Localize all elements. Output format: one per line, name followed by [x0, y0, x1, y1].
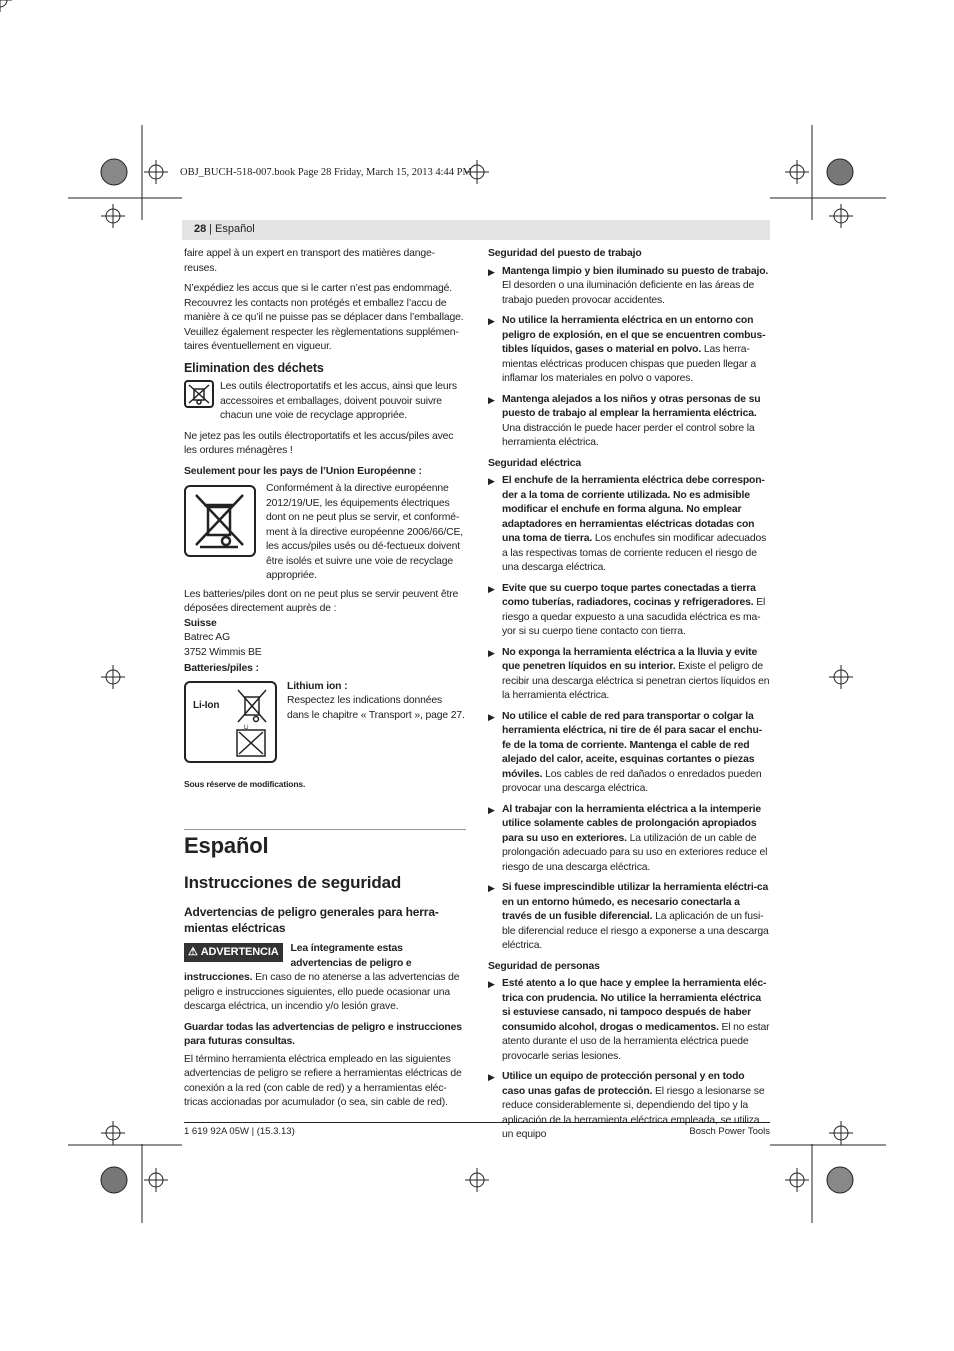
left-column	[184, 247, 466, 1117]
warning-text: En caso de no atenerse a las advertencias de peligro e instrucciones siguientes, ello puede ocasionar una descarga eléctrica, un incendio y/o lesión grave.	[184, 972, 460, 1012]
bullet-text: Existe el peligro de recibir una descarga eléctrica si penetran ciertos líquidos en la herramienta eléctrica.	[502, 661, 770, 701]
bullet-bold-text: No utilice la herramienta eléctrica en un entorno con peligro de explosión, en el que se encuentren combus-tibles líquidos, gases o material en polvo.	[502, 315, 766, 355]
paragraph: El término herramienta eléctrica empleado en las siguientes advertencias de peligro se refiere a herramientas eléctricas de conexión a la red (con cable de red) y a herramientas eléc-tricas accionadas por acumulador (o sea, sin cable de red).	[184, 1053, 462, 1108]
right-column	[488, 247, 770, 1149]
bullet-arrow-icon: ▶	[488, 1072, 495, 1082]
paragraph: Conformément à la directive européenne 2012/19/UE, les équipements électriques dont on ne peut plus se servir, et conformé-ment à la directive européenne 2006/66/CE, les accus/piles usés ou dé-fectueux doivent être isolés et suivre une voie de recyclage appropriée.	[266, 483, 464, 581]
reserve-note: Sous réserve de modifications.	[184, 778, 306, 789]
instructions-title: Instrucciones de seguridad	[184, 873, 402, 892]
batteries-heading: Batteries/piles :	[184, 663, 259, 674]
bullet-text: El riesgo a lesionarse se reduce considerablemente si, dependiendo del tipo y la aplicación de la herramienta eléctrica empleada, se utiliza un equipo	[502, 1085, 765, 1140]
bullet-text: El riesgo a quedar expuesto a una sacudida eléctrica es ma-yor si su cuerpo tiene contacto con tierra.	[502, 597, 766, 637]
bullet-item	[488, 393, 770, 451]
language-title: Español	[184, 833, 269, 858]
bullet-text: El desorden o una iluminación deficiente en las áreas de trabajo pueden provocar accidentes.	[502, 280, 755, 306]
header-separator: |	[209, 223, 212, 235]
warning-badge-label: ADVERTENCIA	[200, 946, 279, 958]
bullet-text: Los enchufes sin modificar adecuados a las respectivas tomas de corriente reducen el riesgo de una descarga eléctrica.	[502, 533, 767, 573]
bullet-bold-text: Esté atento a lo que hace y emplee la herramienta eléc-trica con prudencia. No utilice la herramienta eléctrica si estuviese cansado, ni tampoco después de haber consumido alcohol, drogas o medicamentos.	[502, 978, 767, 1033]
weee-bin-icon	[184, 485, 256, 557]
section-heading: Seguridad de personas	[488, 960, 600, 972]
eu-heading: Seulement pour les pays de l’Union Européenne :	[184, 465, 422, 477]
bullet-arrow-icon: ▶	[488, 883, 495, 893]
bullet-list	[488, 474, 770, 954]
bullet-bold-text: Utilice un equipo de protección personal y en todo caso unas gafas de protección.	[502, 1071, 745, 1097]
bullet-list	[488, 265, 770, 451]
footer-rule	[184, 1122, 770, 1123]
bullet-bold-text: Mantenga alejados a los niños y otras personas de su puesto de trabajo al emplear la herramienta eléctrica.	[502, 393, 761, 419]
country-label: Suisse	[184, 617, 217, 629]
bullet-arrow-icon: ▶	[488, 804, 495, 815]
paragraph: Les batteries/piles dont on ne peut plus se servir peuvent être déposées directement auprès de :	[184, 588, 459, 614]
paragraph: faire appel à un expert en transport des matières dange-reuses.	[184, 248, 435, 274]
bullet-item	[488, 582, 770, 640]
bullet-bold-text: El enchufe de la herramienta eléctrica debe correspon-der a la toma de corriente utilizada. No es admisible modificar el enchufe en forma alguna. No emplear adaptadores en herramientas eléctricas dotadas con una toma de tierra.	[502, 475, 765, 544]
lithium-heading: Lithium ion :	[287, 680, 348, 692]
bullet-text: Una distracción le puede hacer perder el control sobre la herramienta eléctrica.	[502, 422, 755, 448]
bullet-arrow-icon: ▶	[488, 394, 495, 405]
warning-badge	[184, 943, 283, 962]
bullet-item	[488, 265, 770, 309]
page-header	[182, 220, 770, 240]
book-stamp: OBJ_BUCH-518-007.book Page 28 Friday, March 15, 2013 4:44 PM	[180, 167, 472, 178]
bullet-bold-text: Mantenga limpio y bien iluminado su puesto de trabajo.	[502, 265, 769, 277]
bullet-list	[488, 977, 770, 1143]
header-language: Español	[215, 223, 255, 235]
li-ion-recycling-icon	[184, 681, 277, 763]
warning-triangle-icon: ⚠	[188, 946, 198, 958]
bullet-arrow-icon: ▶	[488, 476, 495, 486]
bullet-item	[488, 881, 770, 954]
paragraph: Respectez les indications données dans le chapitre « Transport », page 27.	[287, 695, 465, 721]
warnings-heading: Advertencias de peligro generales para herra-mientas eléctricas	[184, 905, 439, 935]
bullet-item	[488, 977, 770, 1064]
section-heading: Elimination des déchets	[184, 360, 324, 375]
bullet-item	[488, 710, 770, 797]
bullet-item	[488, 314, 770, 387]
bullet-arrow-icon: ▶	[488, 316, 495, 326]
bullet-arrow-icon: ▶	[488, 979, 495, 989]
paragraph: Les outils électroportatifs et les accus, ainsi que leurs accessoires et emballages, doivent pouvoir suivre chacun une voie de recyclage appropriée.	[220, 381, 457, 421]
paragraph: N’expédiez les accus que si le carter n’est pas endommagé. Recouvrez les contacts non protégés et emballez l’accu de manière à ce qu’il ne puisse pas se déplacer dans l’emballage. Veuillez également respecter les règlementations supplémen-taires éventuellement en vigueur.	[184, 283, 464, 352]
bullet-arrow-icon: ▶	[488, 711, 495, 722]
page-number: 28	[194, 223, 207, 235]
bullet-bold-text: Evite que su cuerpo toque partes conectadas a tierra como tuberías, radiadores, cocinas y refrigeradores.	[502, 582, 756, 608]
bullet-text: La aplicación de un fusi-ble diferencial reduce el riesgo a exponerse a una descarga eléctrica.	[502, 911, 769, 951]
paragraph: Ne jetez pas les outils électroportatifs et les accus/piles avec les ordures ménagères !	[184, 430, 454, 456]
bullet-arrow-icon: ▶	[488, 266, 495, 277]
bullet-text: Los cables de red dañados o enredados pueden provocar una descarga eléctrica.	[502, 768, 762, 794]
bullet-bold-text: No exponga la herramienta eléctrica a la lluvia y evite que penetren líquidos en su interior.	[502, 646, 758, 672]
bullet-text: El no estar atento durante el uso de la herramienta eléctrica puede provocarle serias lesiones.	[502, 1021, 770, 1062]
warning-bold: Lea íntegramente estas advertencias de peligro e instrucciones.	[184, 943, 412, 983]
footer-brand: Bosch Power Tools	[689, 1126, 770, 1137]
bullet-item	[488, 803, 770, 876]
bullet-bold-text: Al trabajar con la herramienta eléctrica a la intemperie utilice solamente cables de prolongación apropiados para su uso en exteriores.	[502, 803, 761, 844]
bullet-text: La utilización de un cable de prolongación adecuado para su uso en exteriores reduce el riesgo de una descarga eléctrica.	[502, 832, 768, 873]
waste-bin-icon	[184, 380, 214, 408]
bullet-bold-text: Si fuese imprescindible utilizar la herramienta eléctri-ca en un entorno húmedo, es necesario conectarla a través de un fusible diferencial.	[502, 882, 769, 922]
li-ion-badge: Li-Ion	[193, 699, 220, 711]
footer-doc-number: 1 619 92A 05W | (15.3.13)	[184, 1126, 295, 1137]
bullet-text: Las herra-mientas eléctricas producen chispas que pueden llegar a inflamar los materiales en polvo o vapores.	[502, 344, 756, 384]
li-mark: Li	[244, 724, 249, 731]
section-heading: Seguridad del puesto de trabajo	[488, 248, 642, 259]
bullet-arrow-icon: ▶	[488, 583, 495, 594]
bullet-arrow-icon: ▶	[488, 647, 495, 658]
address-line: Batrec AG	[184, 632, 231, 643]
bullet-item	[488, 474, 770, 576]
address-line: 3752 Wimmis BE	[184, 646, 262, 658]
bullet-bold-text: No utilice el cable de red para transportar o colgar la herramienta eléctrica, ni tire de él para sacar el enchu-fe de la toma de corriente. Mantenga el cable de red alejado del calor, aceite, esquinas cortantes o piezas móviles.	[502, 710, 762, 780]
section-heading: Seguridad eléctrica	[488, 457, 582, 469]
bullet-item	[488, 646, 770, 704]
save-instructions: Guardar todas las advertencias de peligro e instrucciones para futuras consultas.	[184, 1021, 462, 1047]
